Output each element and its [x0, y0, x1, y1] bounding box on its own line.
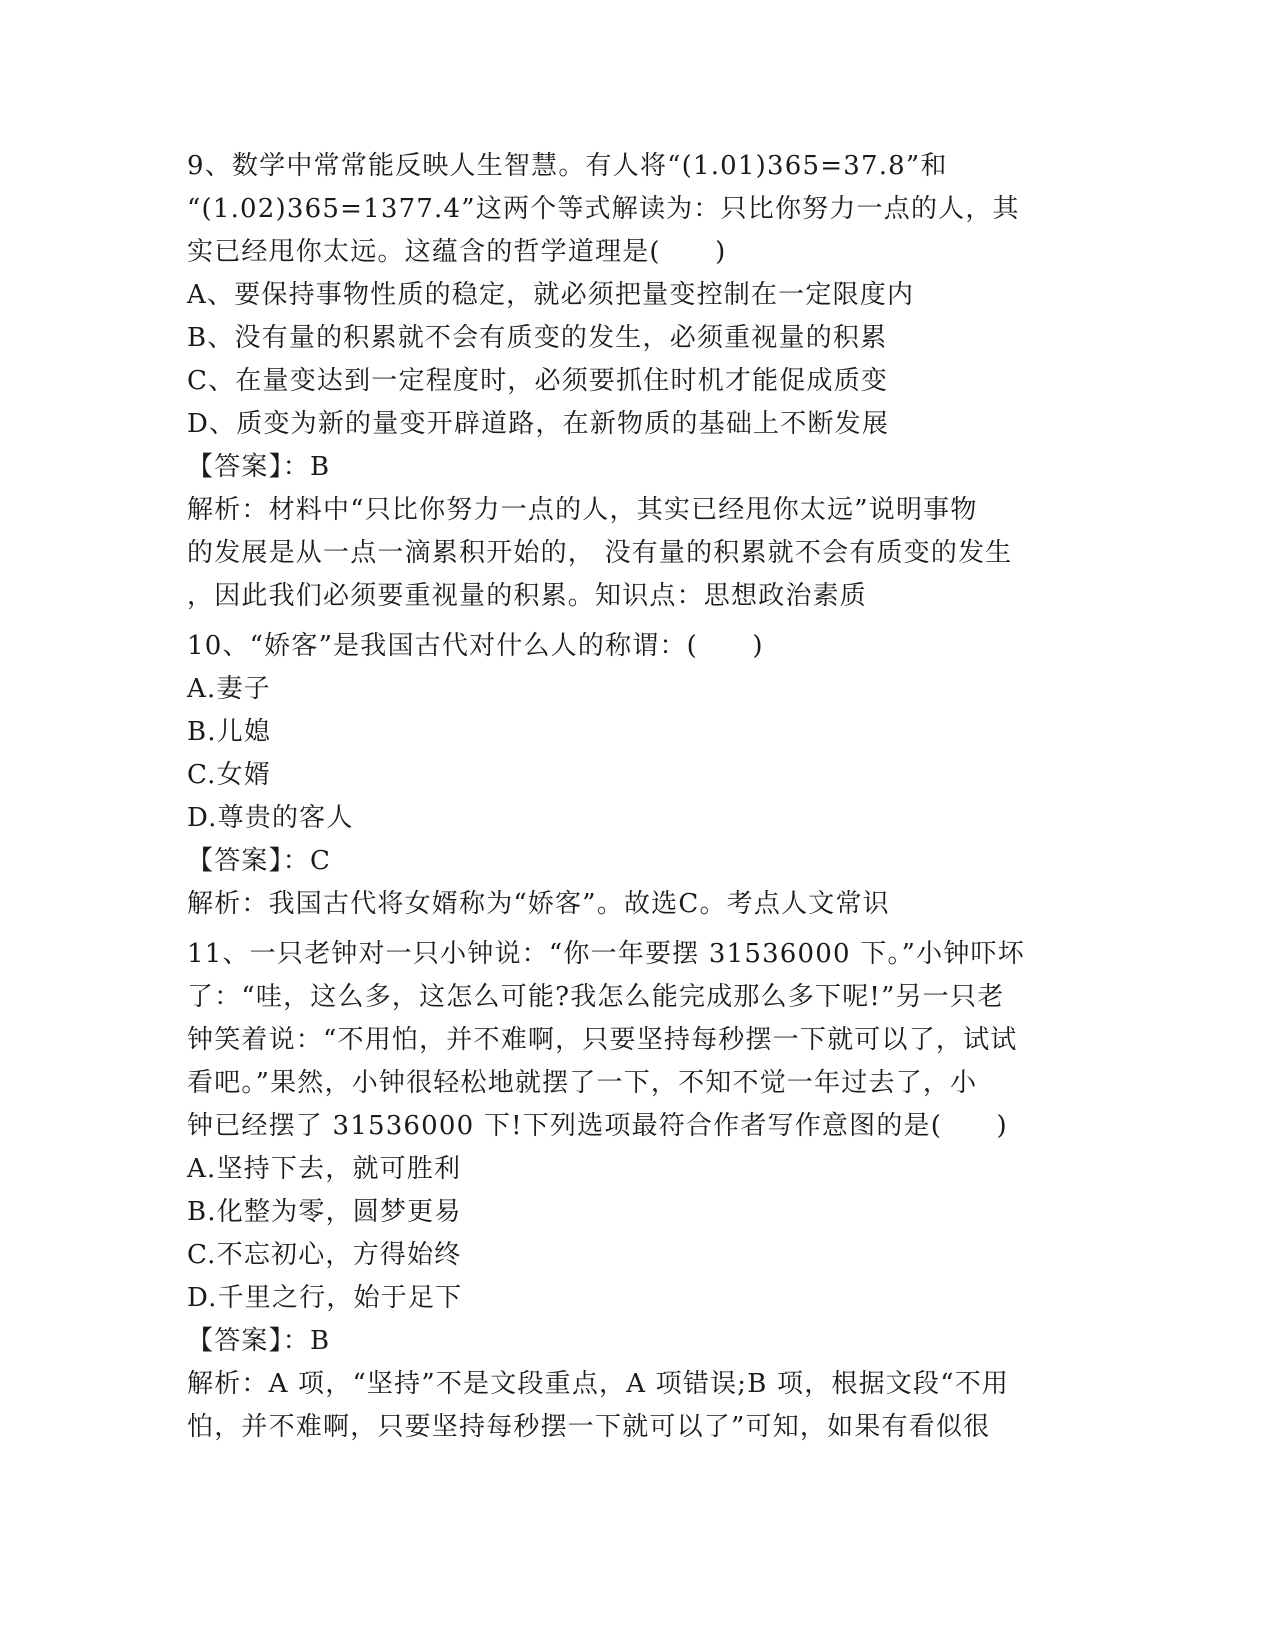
option-c: C.女婿	[187, 760, 272, 790]
option-b: B、没有量的积累就不会有质变的发生，必须重视量的积累	[187, 323, 888, 353]
option-d: D、质变为新的量变开辟道路，在新物质的基础上不断发展	[187, 409, 890, 439]
question-stem-line: 11、一只老钟对一只小钟说：“你一年要摆 31536000 下。”小钟吓坏	[187, 939, 1025, 969]
question-11	[187, 933, 1087, 1449]
question-stem-line: 看吧。”果然，小钟很轻松地就摆了一下，不知不觉一年过去了，小	[187, 1068, 978, 1098]
analysis-line: 解析：材料中“只比你努力一点的人，其实已经甩你太远”说明事物	[187, 495, 978, 525]
analysis-line: 解析：我国古代将女婿称为“娇客”。故选C。考点人文常识	[187, 889, 890, 919]
option-c: C.不忘初心，方得始终	[187, 1240, 462, 1270]
answer: 【答案】：B	[187, 452, 331, 482]
question-9	[187, 145, 1087, 618]
option-d: D.千里之行，始于足下	[187, 1283, 463, 1313]
analysis-line: 解析：A 项，“坚持”不是文段重点，A 项错误;B 项，根据文段“不用	[187, 1369, 1010, 1399]
option-b: B.化整为零，圆梦更易	[187, 1197, 462, 1227]
option-a: A.坚持下去，就可胜利	[187, 1154, 462, 1184]
question-stem-line: 了：“哇，这么多，这怎么可能?我怎么能完成那么多下呢!”另一只老	[187, 982, 1005, 1012]
question-stem-line: 10、“娇客”是我国古代对什么人的称谓：( )	[187, 631, 764, 661]
option-a: A.妻子	[187, 674, 271, 704]
question-stem-line: 钟笑着说：“不用怕，并不难啊，只要坚持每秒摆一下就可以了，试试	[187, 1025, 1018, 1055]
question-list	[187, 145, 1087, 1456]
option-b: B.儿媳	[187, 717, 272, 747]
answer: 【答案】：C	[187, 846, 332, 876]
answer: 【答案】：B	[187, 1326, 331, 1356]
analysis-line: 怕，并不难啊，只要坚持每秒摆一下就可以了”可知，如果有看似很	[187, 1412, 991, 1442]
option-a: A、要保持事物性质的稳定，就必须把量变控制在一定限度内	[187, 280, 915, 310]
question-stem-line: 实已经甩你太远。这蕴含的哲学道理是( )	[187, 237, 727, 267]
option-d: D.尊贵的客人	[187, 803, 354, 833]
question-stem-line: “(1.02)365=1377.4”这两个等式解读为：只比你努力一点的人，其	[187, 194, 1020, 224]
option-c: C、在量变达到一定程度时，必须要抓住时机才能促成质变	[187, 366, 889, 396]
analysis-line: ，因此我们必须要重视量的积累。知识点：思想政治素质	[187, 581, 868, 611]
question-stem-line: 9、数学中常常能反映人生智慧。有人将“(1.01)365=37.8”和	[187, 151, 948, 181]
question-stem-line: 钟已经摆了 31536000 下!下列选项最符合作者写作意图的是( )	[187, 1111, 1008, 1141]
question-10	[187, 625, 1087, 926]
analysis-line: 的发展是从一点一滴累积开始的， 没有量的积累就不会有质变的发生	[187, 538, 1013, 568]
